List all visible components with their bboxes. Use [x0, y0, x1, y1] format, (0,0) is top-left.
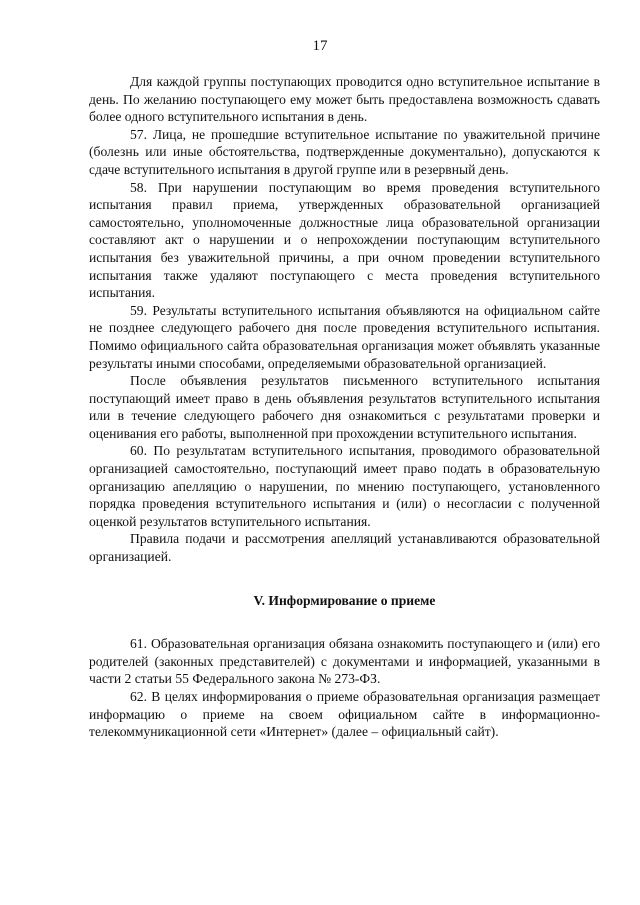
paragraph-60: 60. По результатам вступительного испытания, проводимого образовательной организацией самостоятельно, поступающий имеет право подать в образовательную организацию апелляцию о нарушении, по мнению поступающего, установленного порядка проведения вступительного испытания и (или) о несогласии с полученной оценкой результатов вступительного испытания. — [89, 443, 600, 529]
paragraph-61: 61. Образовательная организация обязана ознакомить поступающего и (или) его родителей (законных представителей) с документами и информацией, указанными в части 2 статьи 55 Федерального закона № 273-ФЗ. — [89, 636, 600, 687]
paragraph-appeal-rules: Правила подачи и рассмотрения апелляций устанавливаются образовательной организацией. — [89, 531, 600, 565]
page-number: 17 — [312, 38, 328, 54]
document-body — [89, 73, 600, 741]
paragraph-58: 58. При нарушении поступающим во время проведения вступительного испытания правил приема, утвержденных образовательной организацией самостоятельно, уполномоченные должностные лица образовательной организации составляют акт о нарушении и о непрохождении поступающим вступительного испытания без уважительной причины, а при очном проведении вступительного испытания также удаляют поступающего с места проведения вступительного испытания. — [89, 179, 600, 301]
paragraph-57: 57. Лица, не прошедшие вступительное испытание по уважительной причине (болезнь или иные обстоятельства, подтвержденные документально), допускаются к сдаче вступительного испытания в другой группе или в резервный день. — [89, 126, 600, 177]
paragraph-59: 59. Результаты вступительного испытания объявляются на официальном сайте не позднее следующего рабочего дня после проведения вступительного испытания. Помимо официального сайта образовательная организация может объявлять указанные результаты иными способами, определяемыми образовательной организацией. — [89, 302, 600, 371]
paragraph-62: 62. В целях информирования о приеме образовательная организация размещает информацию о приеме на своем официальном сайте в информационно-телекоммуникационной сети «Интернет» (далее – официальный сайт). — [89, 689, 600, 740]
paragraph-exam-per-day: Для каждой группы поступающих проводится одно вступительное испытание в день. По желанию поступающего ему может быть предоставлена возможность сдавать более одного вступительного испытания в день. — [89, 74, 600, 125]
paragraph-results-review: После объявления результатов письменного вступительного испытания поступающий имеет право в день объявления результатов вступительного испытания или в течение следующего рабочего дня ознакомиться с результатами проверки и оценивания его работы, выполненной при прохождении вступительного испытания. — [89, 373, 600, 441]
section-heading: V. Информирование о приеме — [253, 592, 436, 608]
